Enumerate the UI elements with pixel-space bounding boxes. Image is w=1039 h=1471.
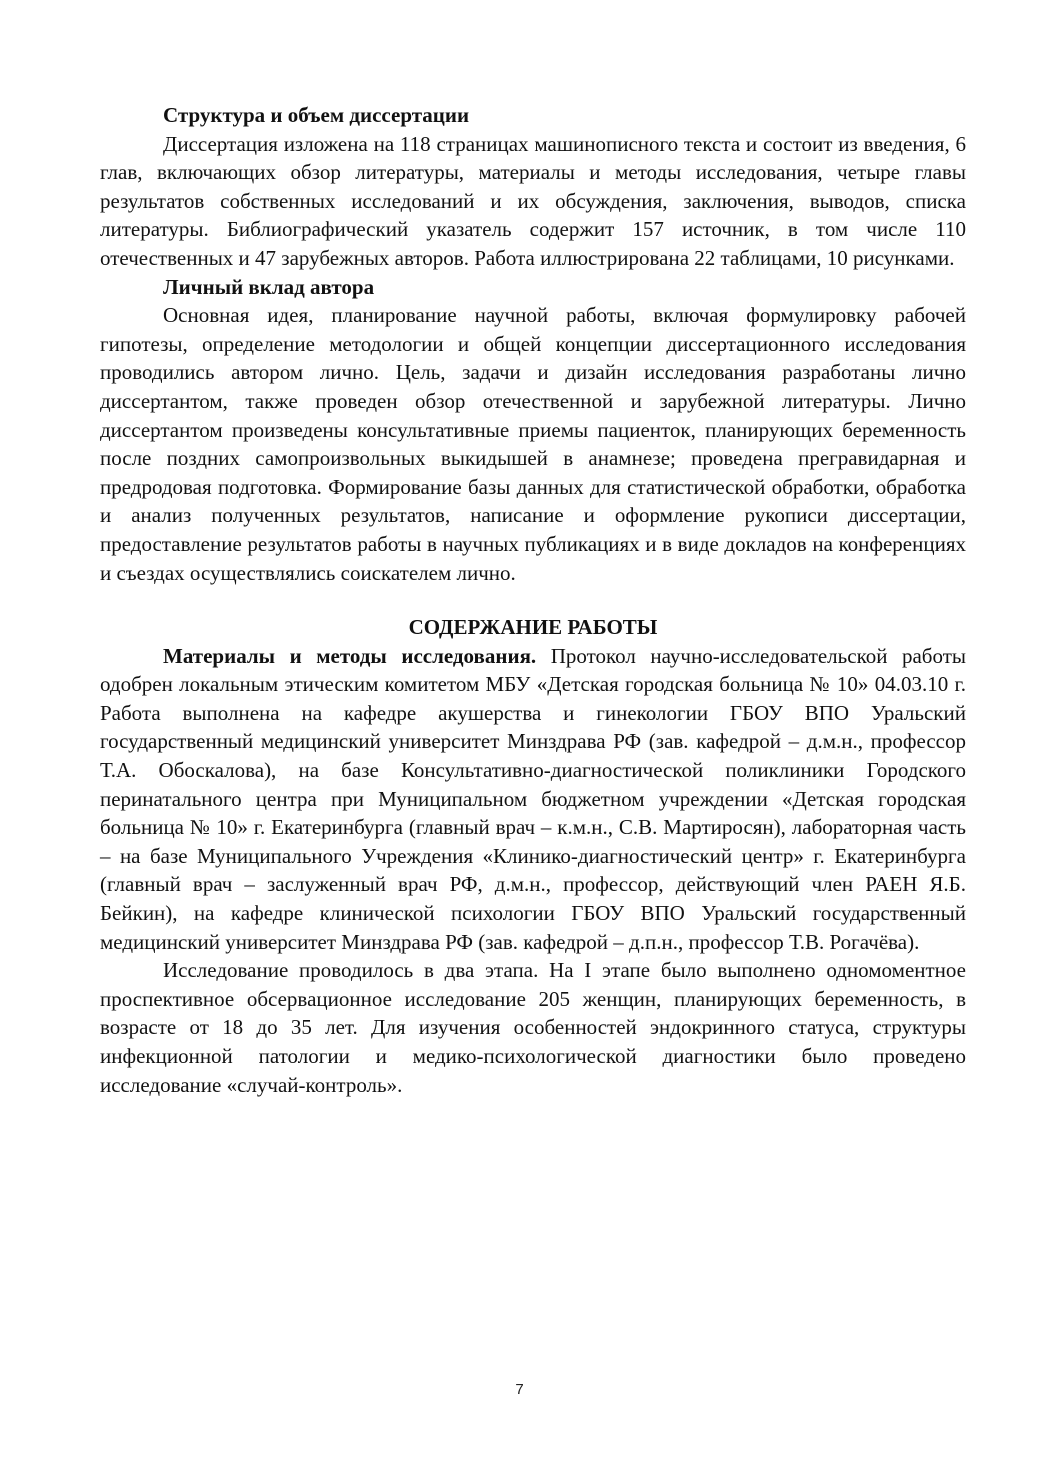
- materials-methods-lead: Материалы и методы исследования.: [163, 643, 537, 668]
- section-heading-personal-contribution: Личный вклад автора: [163, 274, 375, 299]
- section-heading-work-content: СОДЕРЖАНИЕ РАБОТЫ: [408, 615, 658, 640]
- page-number: 7: [515, 1381, 524, 1398]
- paragraph-materials-methods: [100, 642, 966, 957]
- paragraph-personal-contribution: Основная идея, планирование научной работы, включая формулировку рабочей гипотезы, определение методологии и общей концепции диссертационного исследования проводились автором лично. Цель, задачи и дизайн исследования разработаны лично диссертантом, также проведен обзор отечественной и зарубежной литературы. Лично диссертантом произведены консультативные приемы пациенток, планирующих беременность после поздних самопроизвольных выкидышей в анамнезе; проведена прегравидарная и предродовая подготовка. Формирование базы данных для статистической обработки, обработка и анализ полученных результатов, написание и оформление рукописи диссертации, предоставление результатов работы в научных публикациях и в виде докладов на конференциях и съездах осуществлялись соискателем лично.: [100, 303, 966, 585]
- document-page: [100, 101, 966, 1099]
- section-heading-structure: Структура и объем диссертации: [163, 103, 470, 127]
- paragraph-study-stages: Исследование проводилось в два этапа. На I этапе было выполнено одномоментное проспективное обсервационное исследование 205 женщин, планирующих беременность, в возрасте от 18 до 35 лет. Для изучения особенностей эндокринного статуса, структуры инфекционной патологии и медико-психологической диагностики было проведено исследование «случай-контроль».: [100, 958, 966, 1097]
- paragraph-structure: Диссертация изложена на 118 страницах машинописного текста и состоит из введения, 6 глав, включающих обзор литературы, материалы и методы исследования, четыре главы результатов собственных исследований и их обсуждения, заключения, выводов, списка литературы. Библиографический указатель содержит 157 источник, в том числе 110 отечественных и 47 зарубежных авторов. Работа иллюстрирована 22 таблицами, 10 рисунками.: [100, 131, 966, 270]
- materials-methods-text: Протокол научно-исследовательской работы одобрен локальным этическим комитетом МБУ «Детская городская больница № 10» 04.03.10 г. Работа выполнена на кафедре акушерства и гинекологии ГБОУ ВПО Уральский государственный медицинский университет Минздрава РФ (зав. кафедрой – д.м.н., профессор Т.А. Обоскалова), на базе Консультативно-диагностической поликлиники Городского перинатального центра при Муниципальном бюджетном учреждении «Детская городская больница № 10» г. Екатеринбурга (главный врач – к.м.н., С.В. Мартиросян), лабораторная часть – на базе Муниципального Учреждения «Клинико-диагностический центр» г. Екатеринбурга (главный врач – заслуженный врач РФ, д.м.н., профессор, действующий член РАЕН Я.Б. Бейкин), на кафедре клинической психологии ГБОУ ВПО Уральский государственный медицинский университет Минздрава РФ (зав. кафедрой – д.п.н., профессор Т.В. Рогачёва).: [100, 643, 966, 954]
